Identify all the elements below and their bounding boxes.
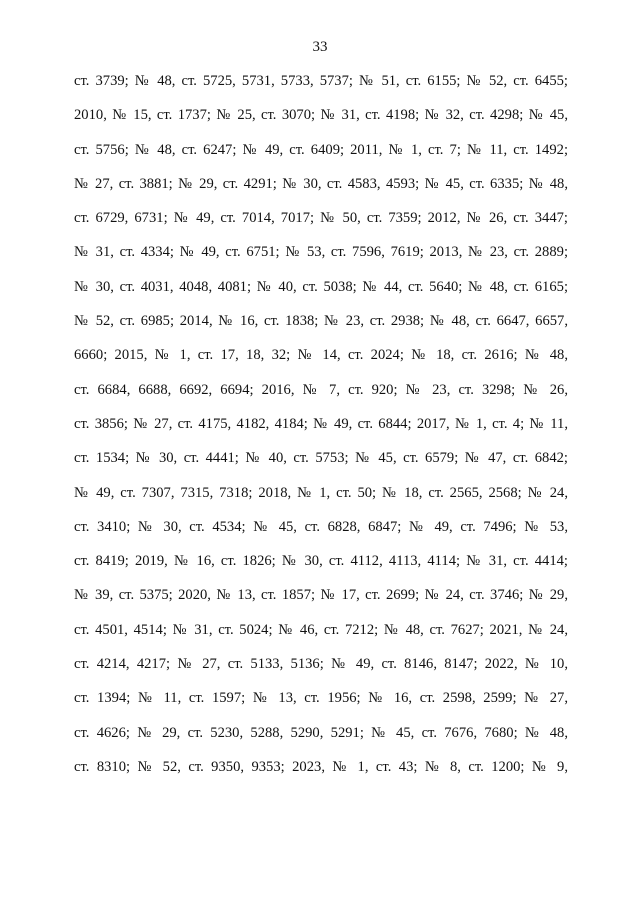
text-line: ст. 4214, 4217; № 27, ст. 5133, 5136; № 49, ст. 8146, 8147; 2022, № 10, [74, 656, 568, 673]
text-line: ст. 8419; 2019, № 16, ст. 1826; № 30, ст. 4112, 4113, 4114; № 31, ст. 4414; [74, 553, 568, 570]
text-line: 2010, № 15, ст. 1737; № 25, ст. 3070; № 31, ст. 4198; № 32, ст. 4298; № 45, [74, 107, 568, 124]
text-line: № 49, ст. 7307, 7315, 7318; 2018, № 1, ст. 50; № 18, ст. 2565, 2568; № 24, [74, 484, 568, 501]
text-line: ст. 3856; № 27, ст. 4175, 4182, 4184; № 49, ст. 6844; 2017, № 1, ст. 4; № 11, [74, 415, 568, 432]
text-line: ст. 6729, 6731; № 49, ст. 7014, 7017; № 50, ст. 7359; 2012, № 26, ст. 3447; [74, 210, 568, 227]
text-line: ст. 4626; № 29, ст. 5230, 5288, 5290, 5291; № 45, ст. 7676, 7680; № 48, [74, 724, 568, 741]
text-line: ст. 8310; № 52, ст. 9350, 9353; 2023, № 1, ст. 43; № 8, ст. 1200; № 9, [74, 758, 568, 775]
text-line: ст. 3739; № 48, ст. 5725, 5731, 5733, 5737; № 51, ст. 6155; № 52, ст. 6455; [74, 73, 568, 89]
text-line: ст. 1534; № 30, ст. 4441; № 40, ст. 5753; № 45, ст. 6579; № 47, ст. 6842; [74, 450, 568, 467]
text-line: № 27, ст. 3881; № 29, ст. 4291; № 30, ст. 4583, 4593; № 45, ст. 6335; № 48, [74, 175, 568, 192]
text-line: 6660; 2015, № 1, ст. 17, 18, 32; № 14, ст. 2024; № 18, ст. 2616; № 48, [74, 347, 568, 364]
text-line: ст. 3410; № 30, ст. 4534; № 45, ст. 6828, 6847; № 49, ст. 7496; № 53, [74, 518, 568, 535]
text-line: № 31, ст. 4334; № 49, ст. 6751; № 53, ст. 7596, 7619; 2013, № 23, ст. 2889; [74, 244, 568, 261]
text-line: № 39, ст. 5375; 2020, № 13, ст. 1857; № 17, ст. 2699; № 24, ст. 3746; № 29, [74, 587, 568, 604]
body-text [74, 71, 568, 791]
text-line: ст. 4501, 4514; № 31, ст. 5024; № 46, ст. 7212; № 48, ст. 7627; 2021, № 24, [74, 621, 568, 638]
page-number: 33 [312, 39, 328, 55]
text-line: № 30, ст. 4031, 4048, 4081; № 40, ст. 5038; № 44, ст. 5640; № 48, ст. 6165; [74, 278, 568, 295]
text-line: № 52, ст. 6985; 2014, № 16, ст. 1838; № 23, ст. 2938; № 48, ст. 6647, 6657, [74, 313, 568, 330]
text-line: ст. 5756; № 48, ст. 6247; № 49, ст. 6409; 2011, № 1, ст. 7; № 11, ст. 1492; [74, 141, 568, 158]
text-line: ст. 6684, 6688, 6692, 6694; 2016, № 7, ст. 920; № 23, ст. 3298; № 26, [74, 381, 568, 398]
text-line: ст. 1394; № 11, ст. 1597; № 13, ст. 1956; № 16, ст. 2598, 2599; № 27, [74, 690, 568, 707]
